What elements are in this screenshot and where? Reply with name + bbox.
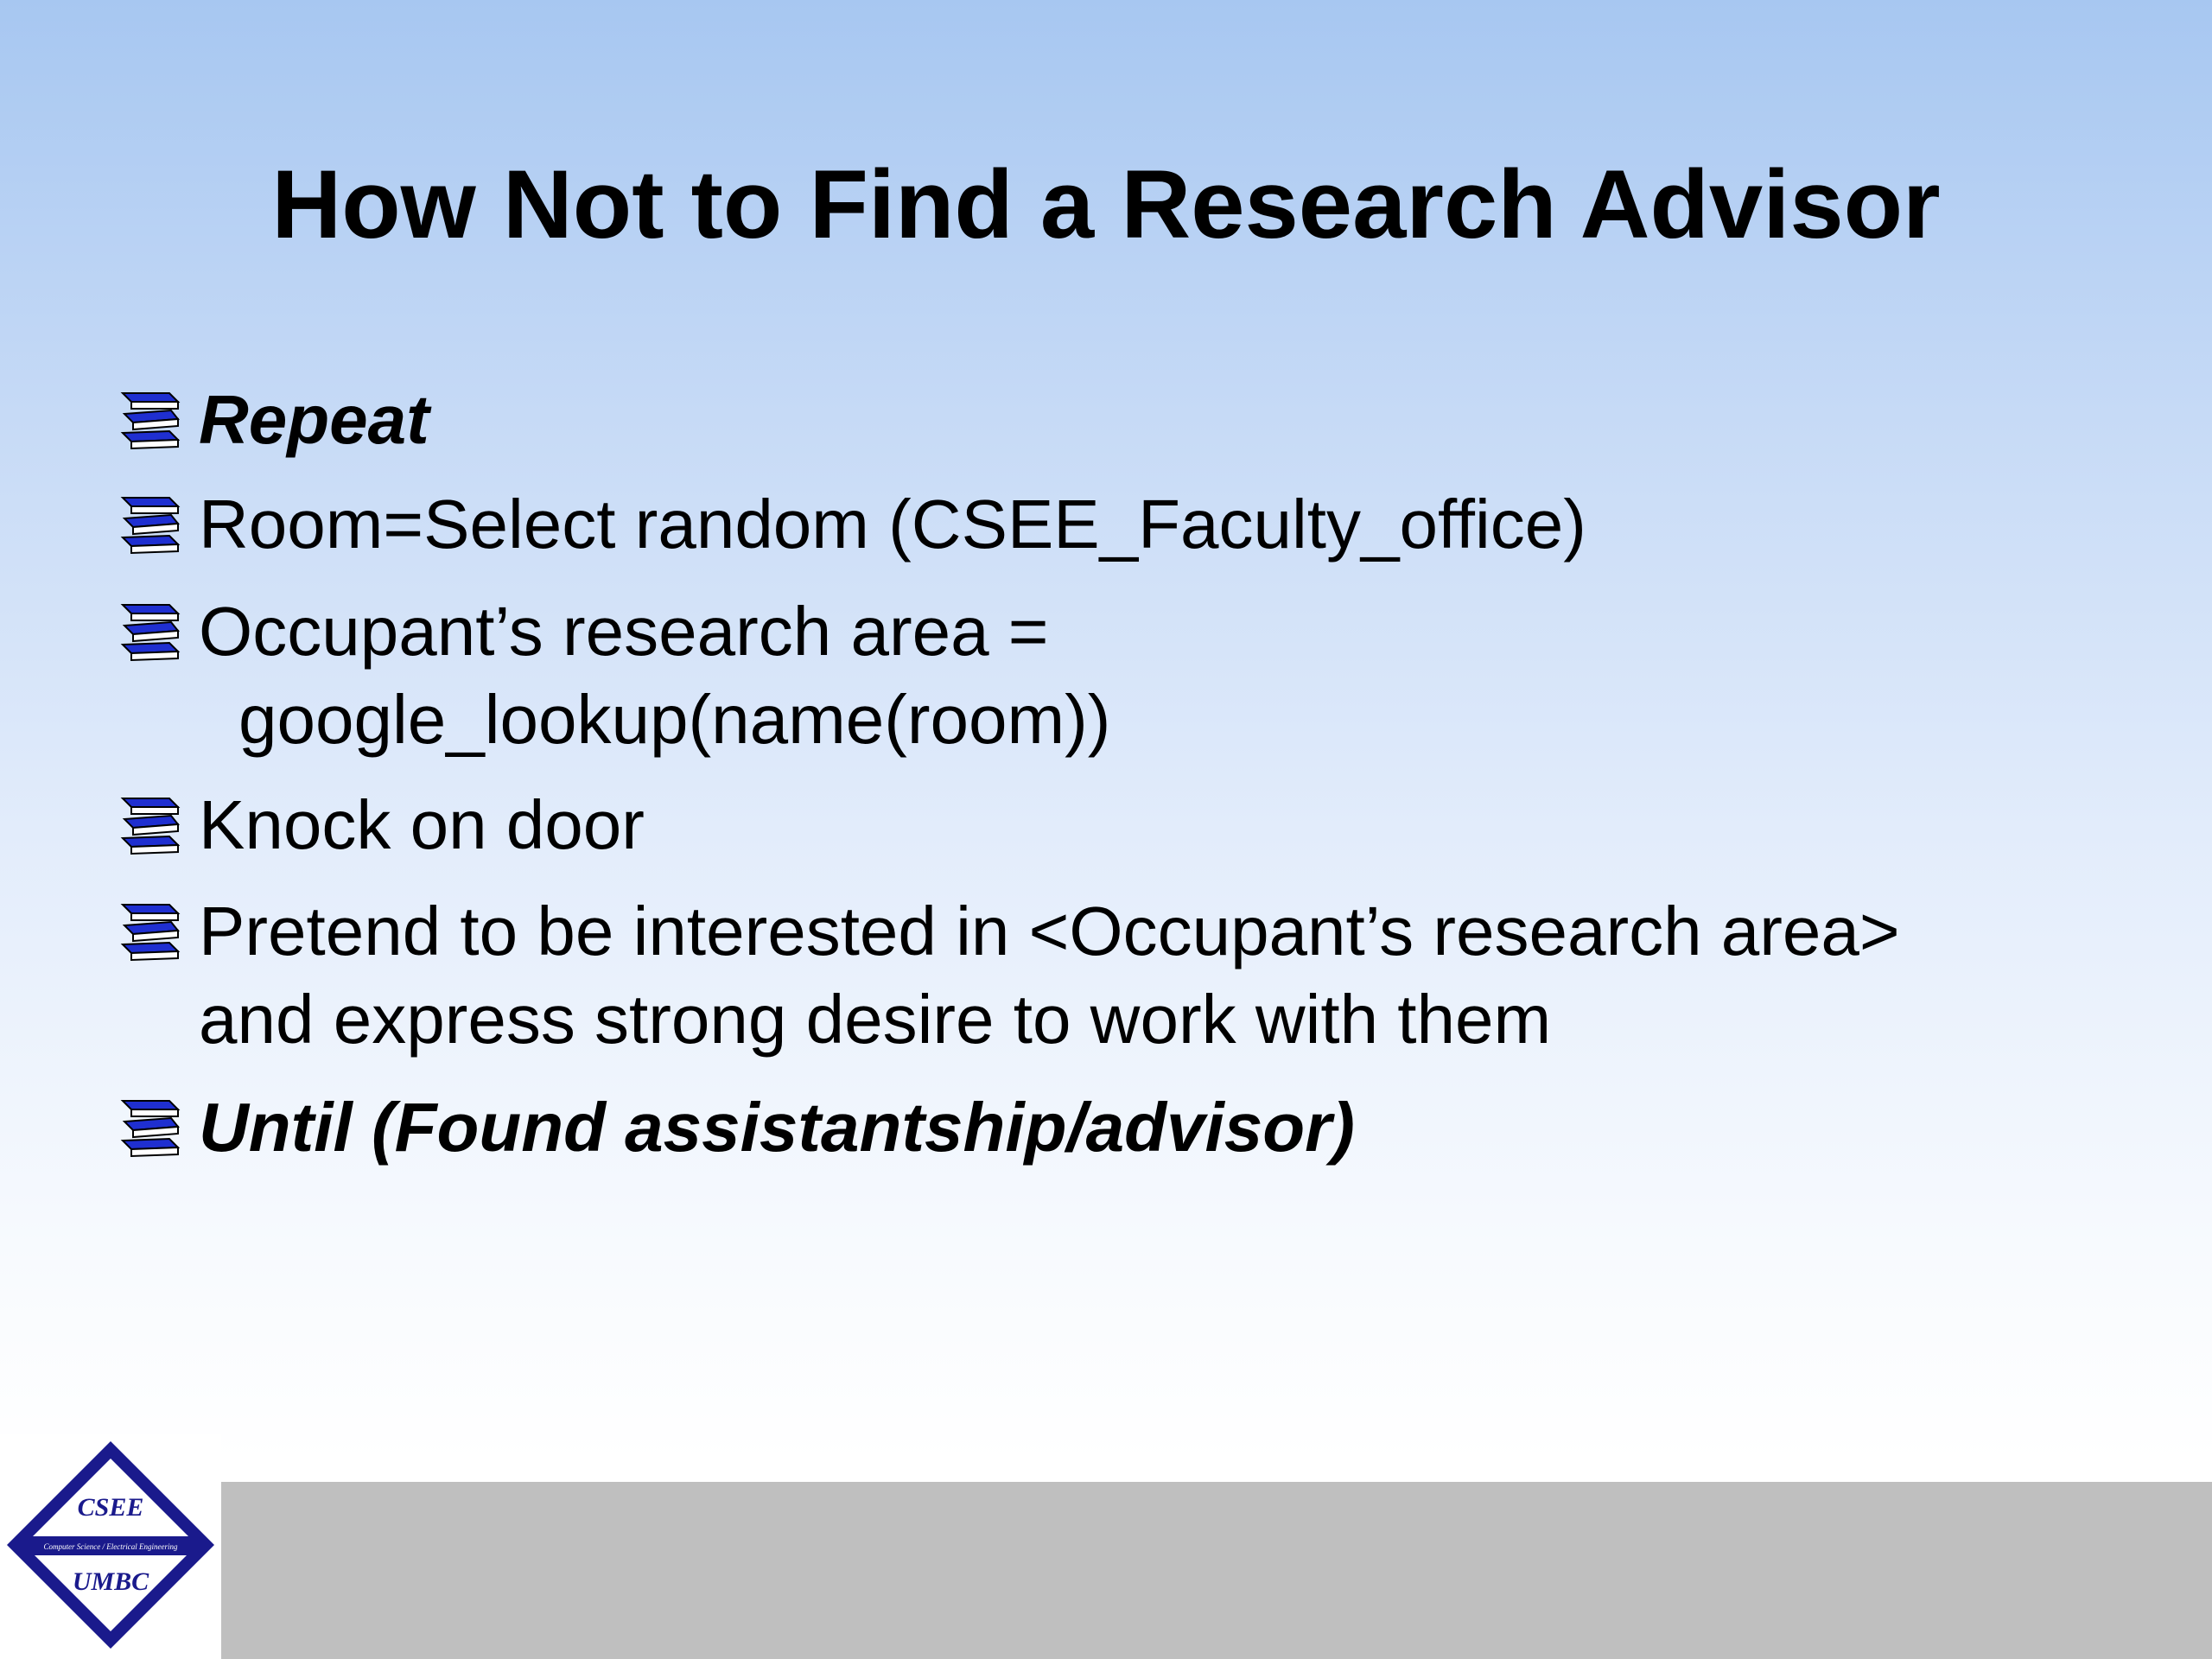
diamond-logo-icon xyxy=(5,1440,216,1650)
logo-bottom-text: UMBC xyxy=(72,1567,149,1596)
slide-title: How Not to Find a Research Advisor xyxy=(271,150,1941,258)
footer-bar xyxy=(221,1482,2212,1659)
books-stack-icon xyxy=(119,793,183,857)
books-stack-icon xyxy=(119,600,183,664)
books-stack-icon xyxy=(119,1096,183,1160)
bullet-text: Room=Select random (CSEE_Faculty_office) xyxy=(199,486,1586,563)
bullet-text: Pretend to be interested in <Occupant’s research area> and express strong desire to work with them xyxy=(199,893,1900,1058)
books-stack-icon xyxy=(119,899,183,963)
books-stack-icon xyxy=(119,388,183,452)
logo-middle-text: Computer Science / Electrical Engineering xyxy=(43,1542,178,1551)
bullet-text: Until (Found assistantship/advisor) xyxy=(199,1089,1355,1166)
csee-umbc-logo xyxy=(0,1434,221,1659)
bullet-text: Repeat xyxy=(199,381,429,458)
books-stack-icon xyxy=(119,493,183,556)
bullet-text: Knock on door xyxy=(199,786,645,863)
logo-top-text: CSEE xyxy=(77,1493,144,1522)
bullet-text: Occupant’s research area = google_lookup(name(room)) xyxy=(199,593,1111,758)
